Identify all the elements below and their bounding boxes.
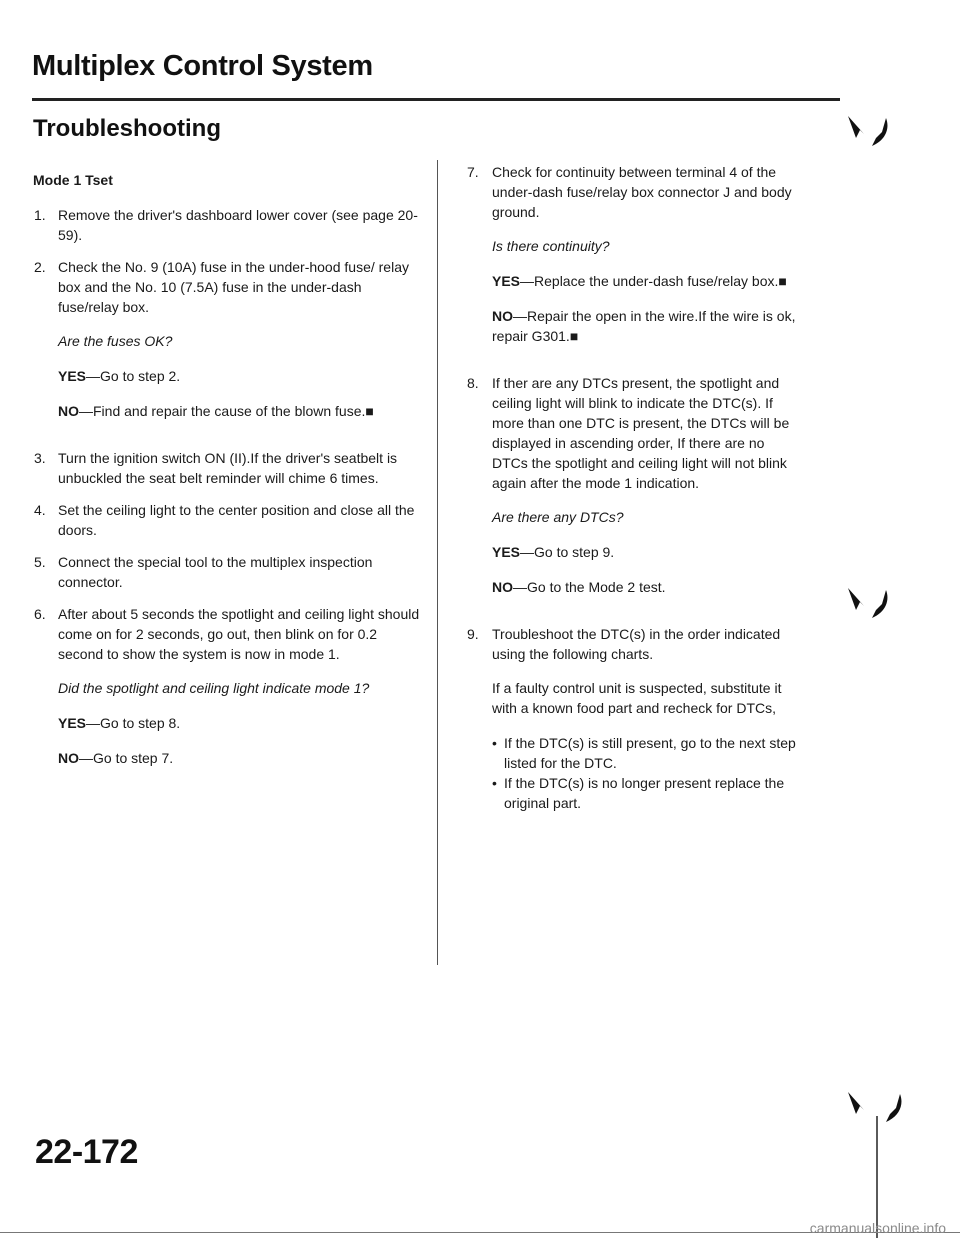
no-label: NO bbox=[58, 403, 79, 419]
step-text: Check the No. 9 (10A) fuse in the under-hood fuse/ relay box and the No. 10 (7.5A) fuse in the under-dash fuse/relay box. bbox=[58, 259, 409, 315]
yes-answer: YES—Go to step 8. bbox=[58, 715, 181, 731]
yes-answer: YES—Go to step 9. bbox=[492, 544, 615, 560]
step-number: 3. bbox=[34, 450, 46, 466]
page-title: Multiplex Control System bbox=[32, 50, 373, 82]
left-step-list bbox=[33, 205, 423, 783]
yes-label: YES bbox=[58, 368, 87, 384]
page-number: 22-172 bbox=[35, 1133, 138, 1171]
bullet-glyph: • bbox=[492, 735, 497, 751]
yes-answer: YES—Go to step 2. bbox=[58, 368, 181, 384]
left-column bbox=[33, 170, 423, 795]
no-answer: NO—Repair the open in the wire.If the wire is ok, repair G301.■ bbox=[492, 308, 796, 344]
step-4 bbox=[33, 500, 423, 540]
yes-label: YES bbox=[492, 273, 521, 289]
yes-answer: YES—Replace the under-dash fuse/relay box.■ bbox=[492, 273, 787, 289]
step-text: Set the ceiling light to the center position and close all the doors. bbox=[58, 502, 415, 538]
step-note: If a faulty control unit is suspected, substitute it with a known food part and recheck for DTCs, bbox=[492, 680, 782, 716]
step-text: After about 5 seconds the spotlight and ceiling light should come on for 2 seconds, go out, then blink on for 0.2 second to show the system is now in mode 1. bbox=[58, 606, 420, 662]
end-mark: ■ bbox=[365, 403, 374, 419]
step-number: 8. bbox=[467, 375, 479, 391]
section-title: Troubleshooting bbox=[33, 115, 221, 142]
step-8 bbox=[467, 373, 797, 612]
step-number: 9. bbox=[467, 626, 479, 642]
no-answer: NO—Find and repair the cause of the blown fuse.■ bbox=[58, 403, 374, 419]
yes-label: YES bbox=[58, 715, 87, 731]
step-question: Are there any DTCs? bbox=[492, 509, 624, 525]
right-step-list bbox=[467, 162, 797, 813]
step-7 bbox=[467, 162, 797, 361]
no-text: Go to the Mode 2 test. bbox=[527, 579, 666, 595]
no-text: Find and repair the cause of the blown fuse. bbox=[93, 403, 366, 419]
step-text: Check for continuity between terminal 4 of the under-dash fuse/relay box connector J and body ground. bbox=[492, 164, 792, 220]
step-1 bbox=[33, 205, 423, 245]
end-mark: ■ bbox=[778, 273, 787, 289]
scan-corner-mark-top bbox=[846, 114, 892, 150]
scan-corner-mark-middle bbox=[846, 586, 892, 622]
step-number: 4. bbox=[34, 502, 46, 518]
step-2 bbox=[33, 257, 423, 436]
step-6 bbox=[33, 604, 423, 783]
yes-text: Replace the under-dash fuse/relay box. bbox=[534, 273, 779, 289]
step-number: 5. bbox=[34, 554, 46, 570]
no-label: NO bbox=[492, 579, 513, 595]
step-question: Is there continuity? bbox=[492, 238, 610, 254]
end-mark: ■ bbox=[569, 328, 579, 344]
bullet-item bbox=[492, 733, 797, 773]
step-9 bbox=[467, 624, 797, 813]
step-question: Are the fuses OK? bbox=[58, 333, 173, 349]
no-answer: NO—Go to step 7. bbox=[58, 750, 174, 766]
step-number: 2. bbox=[34, 259, 46, 275]
bullet-text: If the DTC(s) is no longer present replace the original part. bbox=[504, 775, 785, 811]
watermark-link[interactable]: carmanualsonline.info bbox=[809, 1220, 946, 1236]
step-text: Turn the ignition switch ON (II).If the driver's seatbelt is unbuckled the seat belt reminder will chime 6 times. bbox=[58, 450, 398, 486]
title-rule bbox=[32, 98, 840, 101]
step-text: Connect the special tool to the multiplex inspection connector. bbox=[58, 554, 373, 590]
no-text: Repair the open in the wire.If the wire is ok, repair G301. bbox=[492, 308, 796, 344]
step-text: Troubleshoot the DTC(s) in the order indicated using the following charts. bbox=[492, 626, 781, 662]
right-column bbox=[467, 162, 797, 825]
step-5 bbox=[33, 552, 423, 592]
no-text: Go to step 7. bbox=[93, 750, 174, 766]
step-question: Did the spotlight and ceiling light indicate mode 1? bbox=[58, 680, 370, 696]
no-label: NO bbox=[492, 308, 513, 324]
mode-heading: Mode 1 Tset bbox=[33, 172, 113, 188]
step-number: 1. bbox=[34, 207, 46, 223]
column-divider bbox=[437, 160, 438, 965]
yes-label: YES bbox=[492, 544, 521, 560]
no-label: NO bbox=[58, 750, 79, 766]
bullet-item bbox=[492, 773, 797, 813]
bullet-text: If the DTC(s) is still present, go to the next step listed for the DTC. bbox=[504, 735, 796, 771]
bullet-glyph: • bbox=[492, 775, 497, 791]
step-number: 6. bbox=[34, 606, 46, 622]
yes-text: Go to step 8. bbox=[100, 715, 181, 731]
scan-corner-mark-bottom bbox=[846, 1090, 906, 1240]
no-answer: NO—Go to the Mode 2 test. bbox=[492, 579, 666, 595]
yes-text: Go to step 2. bbox=[100, 368, 181, 384]
step-number: 7. bbox=[467, 164, 479, 180]
yes-text: Go to step 9. bbox=[534, 544, 615, 560]
bullet-list bbox=[492, 733, 797, 813]
step-3 bbox=[33, 448, 423, 488]
step-text: If ther are any DTCs present, the spotlight and ceiling light will blink to indicate the DTC(s). If more than one DTC is present, the DTCs will be displayed in ascending order, If there are no DTCs the spotlight and ceiling light will not blink again after the mode 1 indication. bbox=[492, 375, 790, 491]
step-text: Remove the driver's dashboard lower cover (see page 20-59). bbox=[58, 207, 418, 243]
